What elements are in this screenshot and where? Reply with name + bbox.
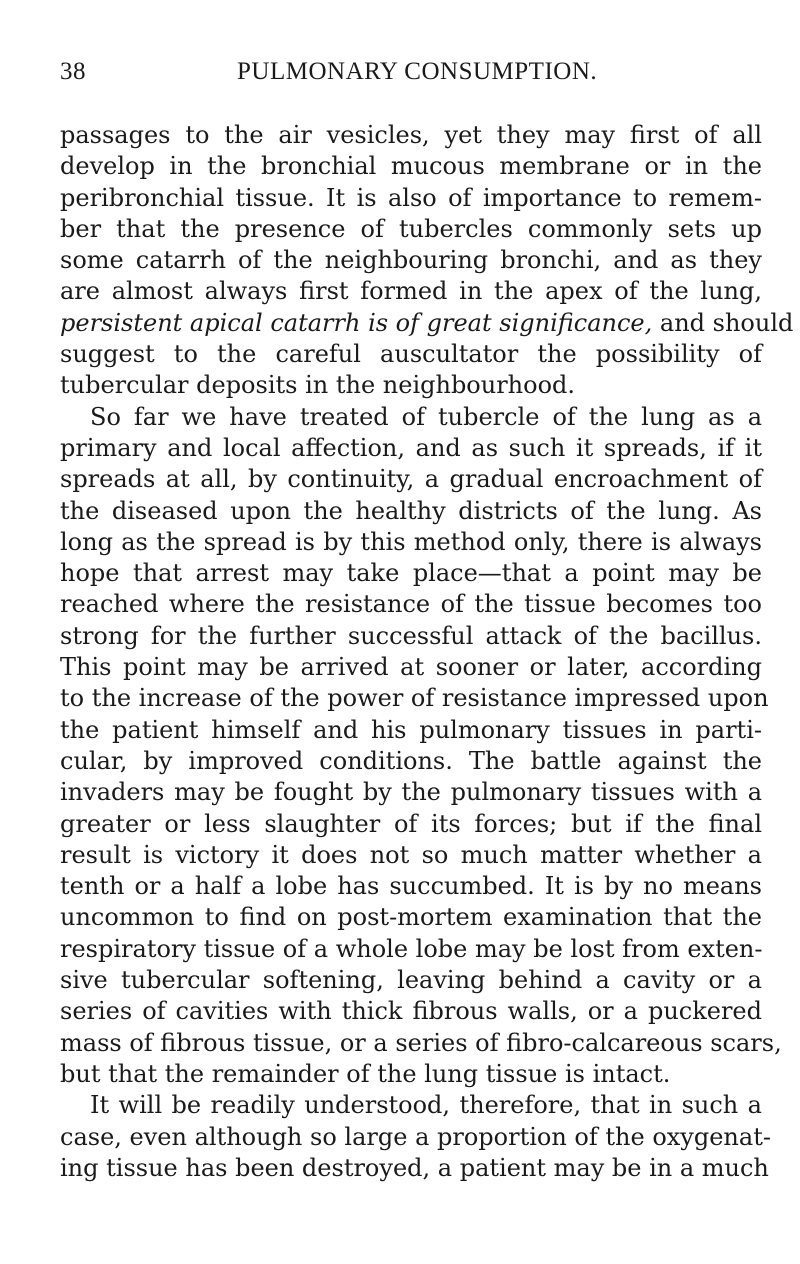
page-number: 38 xyxy=(60,58,86,85)
text-line: are almost always first formed in the apex of the lung, xyxy=(60,277,762,306)
text-line: sive tubercular softening, leaving behind a cavity or a xyxy=(60,966,762,995)
page-header xyxy=(60,58,762,98)
text-span: and should xyxy=(652,308,794,337)
text-line: tenth or a half a lobe has succumbed. It is by no means xyxy=(60,872,762,901)
text-line: series of cavities with thick fibrous walls, or a puckered xyxy=(60,997,762,1026)
text-line: invaders may be fought by the pulmonary tissues with a xyxy=(60,778,762,807)
text-line: ber that the presence of tubercles commonly sets up xyxy=(60,214,762,243)
text-line: the diseased upon the healthy districts of the lung. As xyxy=(60,496,762,525)
italic-emphasis: persistent apical catarrh is of great significance, xyxy=(60,308,653,337)
text-line: cular, by improved conditions. The battle against the xyxy=(60,746,762,775)
paragraph-1 xyxy=(60,120,794,402)
paragraph-3 xyxy=(60,1090,771,1184)
text-line: spreads at all, by continuity, a gradual encroachment of xyxy=(60,465,762,494)
paragraph-2 xyxy=(60,402,782,1091)
text-line: strong for the further successful attack of the bacillus. xyxy=(60,621,762,650)
text-line: ing tissue has been destroyed, a patient may be in a much xyxy=(60,1153,769,1182)
book-page xyxy=(60,58,794,1184)
text-line: reached where the resistance of the tissue becomes too xyxy=(60,590,762,619)
text-line: but that the remainder of the lung tissue is intact. xyxy=(60,1059,671,1088)
text-line: case, even although so large a proportion of the oxygenat- xyxy=(60,1122,771,1151)
text-line: peribronchial tissue. It is also of importance to remem- xyxy=(60,183,762,212)
text-line: to the increase of the power of resistance impressed upon xyxy=(60,684,769,713)
text-line: hope that arrest may take place—that a point may be xyxy=(60,559,762,588)
text-line: greater or less slaughter of its forces; but if the final xyxy=(60,809,762,838)
text-line: respiratory tissue of a whole lobe may be lost from exten- xyxy=(60,934,763,963)
text-line: long as the spread is by this method only, there is always xyxy=(60,527,762,556)
running-title: PULMONARY CONSUMPTION. xyxy=(237,58,598,85)
text-line: tubercular deposits in the neighbourhood. xyxy=(60,371,576,400)
text-line: result is victory it does not so much matter whether a xyxy=(60,840,762,869)
text-line: mass of fibrous tissue, or a series of fibro-calcareous scars, xyxy=(60,1028,782,1057)
text-line: suggest to the careful auscultator the possibility of xyxy=(60,340,762,369)
text-line: some catarrh of the neighbouring bronchi, and as they xyxy=(60,246,762,275)
text-line xyxy=(60,308,794,339)
text-line: This point may be arrived at sooner or later, according xyxy=(60,653,762,682)
body-text xyxy=(60,120,794,1184)
text-line: It will be readily understood, therefore, that in such a xyxy=(90,1091,762,1120)
text-line: the patient himself and his pulmonary tissues in parti- xyxy=(60,715,762,744)
text-line: So far we have treated of tubercle of the lung as a xyxy=(90,402,762,431)
text-line: primary and local affection, and as such it spreads, if it xyxy=(60,433,762,462)
text-line: passages to the air vesicles, yet they may first of all xyxy=(60,121,762,149)
text-line: uncommon to find on post-mortem examination that the xyxy=(60,903,762,932)
text-line: develop in the bronchial mucous membrane or in the xyxy=(60,152,762,181)
